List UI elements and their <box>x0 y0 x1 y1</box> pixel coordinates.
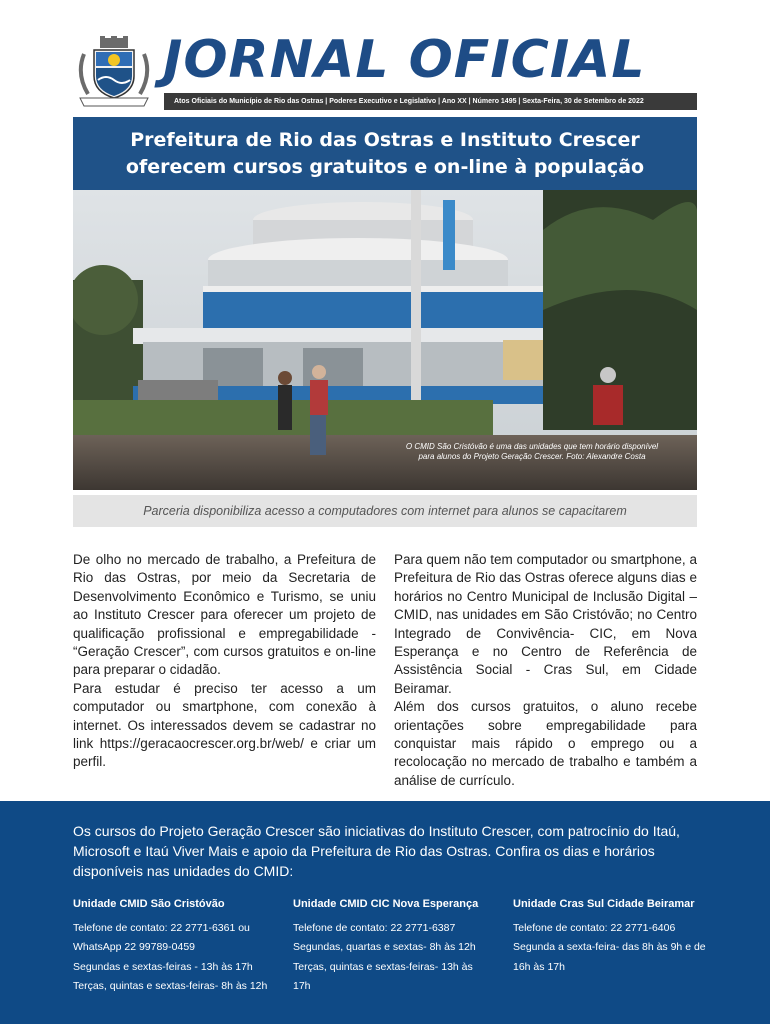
photo-caption-line-1: O CMID São Cristóvão é uma das unidades que tem horário disponível <box>405 442 659 451</box>
footer-intro: Os cursos do Projeto Geração Crescer são iniciativas do Instituto Crescer, com patrocínio do Itaú, Microsoft e Itaú Viver Mais e apoio da Prefeitura de Rio das Ostras. Confira os dias e horários disponíveis nas unidades do CMID: <box>73 823 680 879</box>
unit-line: Segundas e sextas-feiras - 13h às 17h <box>73 960 253 973</box>
unit-title: Unidade Cras Sul Cidade Beiramar <box>513 898 695 910</box>
unit-line: Terças, quintas e sextas-feiras- 13h às 17h <box>293 960 473 992</box>
article-photo <box>73 190 697 490</box>
headline-line-2: oferecem cursos gratuitos e on-line à população <box>125 156 645 178</box>
unit-info-nova-esperanca <box>293 895 493 997</box>
publication-info-bar: Atos Oficiais do Município de Rio das Ostras | Poderes Executivo e Legislativo | Ano XX | Número 1495 | Sexta-Feira, 30 de Setembro de 2022 <box>164 93 697 110</box>
article-paragraph: De olho no mercado de trabalho, a Prefeitura de Rio das Ostras, por meio da Secretaria de Desenvolvimento Econômico e Turismo, se uniu ao Instituto Crescer para oferecer um projeto de qualificação profissional e empregabilidade - “Geração Crescer”, com cursos gratuitos e on-line para preparar o cidadão. <box>73 552 376 678</box>
article-column-right <box>394 551 697 790</box>
footer-info-box <box>0 801 770 1024</box>
headline <box>73 117 697 190</box>
unit-info-sao-cristovao <box>73 895 273 997</box>
unit-info-cidade-beiramar <box>513 895 713 977</box>
unit-title: Unidade CMID CIC Nova Esperança <box>293 898 479 910</box>
photo-subcaption: Parceria disponibiliza acesso a computadores com internet para alunos se capacitarem <box>73 495 697 527</box>
photo-caption-line-2: para alunos do Projeto Geração Crescer. Foto: Alexandre Costa <box>418 452 646 461</box>
article-column-left <box>73 551 376 772</box>
unit-line: Segundas, quartas e sextas- 8h às 12h <box>293 941 476 953</box>
headline-line-1: Prefeitura de Rio das Ostras e Instituto Crescer <box>130 129 640 151</box>
article-paragraph: Além dos cursos gratuitos, o aluno recebe orientações sobre empregabilidade para conquistar mais rápido o emprego ou a recolocação no mercado de trabalho e também a análise de currículo. <box>394 699 697 788</box>
photo-caption <box>387 442 677 462</box>
coat-of-arms-logo <box>74 36 154 108</box>
unit-line: Telefone de contato: 22 2771-6406 <box>513 921 676 934</box>
masthead-title: JORNAL OFICIAL <box>163 30 646 90</box>
unit-line: Segunda a sexta-feira- das 8h às 9h e de <box>513 941 706 953</box>
unit-line: Terças, quintas e sextas-feiras- 8h às 12h <box>73 980 268 992</box>
unit-title: Unidade CMID São Cristóvão <box>73 898 225 910</box>
unit-line: WhatsApp 22 99789-0459 <box>73 941 196 953</box>
article-paragraph: Para estudar é preciso ter acesso a um computador ou smartphone, com conexão à internet. Os interessados devem se cadastrar no link https://geracaocrescer.org.br/web/ e criar um perfil. <box>73 680 376 770</box>
unit-line: 16h às 17h <box>513 960 565 973</box>
unit-line: Telefone de contato: 22 2771-6361 ou <box>73 921 250 934</box>
article-paragraph: Para quem não tem computador ou smartphone, a Prefeitura de Rio das Ostras oferece alguns dias e horários no Centro Municipal de Inclusão Digital – CMID, nas unidades em São Cristóvão; no Centro Integrado de Convivência- CIC, em Nova Esperança e no Centro de Referência de Assistência Social - Cras Sul, em Cidade Beiramar. <box>394 552 697 696</box>
unit-line: Telefone de contato: 22 2771-6387 <box>293 921 456 934</box>
